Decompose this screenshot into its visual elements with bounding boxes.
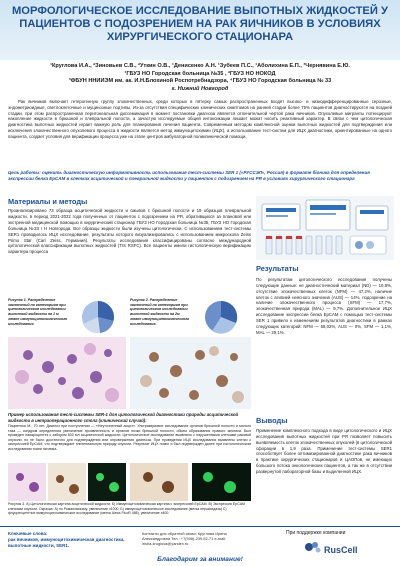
keywords-block: [8, 531, 138, 549]
introduction-text: Рак яичников включает гетерогенную группу злокачественных, среди которых в пятерку самых распространенных входят высоко- и низкодифференцированные серозные, эндометриоидные, светлоклеточные и муцинозные подтипы. Из-за отсутствия специфических клинических симптомов на ранней стадии более 75% пациентов диагностируются на поздней стадии, при этом распространенная перитонеальная диссеминация в момент постановки диагноза является отличительной чертой рака яичников. Опухолевые мигранты потенцируют накопление жидкости в брюшной и плевральной полости, а зачастую исследуемые общей интоксикации лишает можат носить реактивный характер. В связи с чем цитологическая диагностика выпотных жидкостей играет важную роль для планирования лечения пациента. Современным методом комплексной оценки выпотных жидкостей для подтверждения или исключения злокачественного опухолевого процесса в жидкости является метод иммуноцитохимии (ИЦХ), а использование тест-систем для ИЦХ диагностики, ориентированные на одного пациента, создает условия для верификации процесса уже на этапе центров амбулаторной поликлинической помощи.: [8, 99, 392, 139]
sponsor-label: При поддержке компании: [286, 530, 346, 536]
methods-text: Проанализировано 73 образца асцитической жидкости и смывов с брюшной полости и 19 образцов плевральной жидкости, в период 2021-2022 года полученных от пациенток с подозрением на РЯ, обративщихся за плановой или экстренной медицинской помощью в хирургический стационар ГБУЗ НО Городская больница №35, ГБУЗ НО Городская больница №33 г Н Новгорода. Все образцы жидкости были изучены цитологически. С использованием тест-системы SER1 проводилось ИЦХ исследование, результаты которого визуализировались с использованием микроскопа Zeiss Primo Star (Carl Zeiss, Германия). Результаты исследования классифицированы согласно международной цитологической классификации выпотных жидкостей (TIS RSFC). Все пациенты имели гистологическую верификацию характера процесса: [8, 208, 251, 255]
results-text: По результатам цитологического исследования получены следующие данные: не диагностический материал (ND) — 10,8%, отсутствие злокачественных клеток (NFM) — 47,2%, наличие клеток с атипией неясного значения (AUS) — 14%, подозрение на наличие злокачественного процесса (SFM) — 17,7%, злокачественная природа (MAL) — 9,7%. Дополнительное ИЦХ исследование экспрессии белка EpCAM с помощью тест-системы SER 1 привело к изменениям результатов диагностики в рамках следующих категорий: NFM — 58,02%, AUS — 0%, SFM — 1,1%, MAL — 29,1%.: [256, 277, 392, 335]
authors-block: [6, 63, 394, 93]
ruscell-logo-text: RusCell: [324, 545, 358, 555]
footer-divider: [0, 526, 400, 527]
keywords-text: рак яичников, иммуноцитохимическая диагностика, выпотные жидкости, SER1.: [8, 537, 125, 548]
thanks-line: Благодарим за внимание!: [157, 556, 243, 563]
example-caption: Пример использования тест-системы SER-1 для цитологической диагностики природы асцитической жидкости в интраоперационного стола (клинический случай):: [8, 412, 239, 423]
conclusions-text: Применение комплексного подхода в виде цитологического и ИЦХ исследования выпотных жидкостей при РЯ позволяет повысить выявляемость клеток злокачественных опухолей (в цитологической сфорации в 1,9 раза. Применение тест-системы SER1 способствует более оптимизированной диагностике рака яичников в практике хирургических стационаров и ЦАОПов, не имеющих большого потока онкологических пациентов, а так же в отсутствии развернутой лабораторной базы и выделенной ИЦХ.: [256, 428, 392, 474]
author-names: ¹Круглова И.А., ²Зиновьев С.В., ²Уткин О.В., ¹Денисенко А.Н. ¹Зубеев П.С., ¹Аболихина Е.П., ³Чернявина Е.Ю.: [50, 63, 350, 69]
example-text: Пациентка М., 70 лет. Диагноз при поступлении — «Неуточненный асцит». Ультразвуковое исследование органов брюшной полости и малого таза — синдром определения увеличение проявленность и органов почки брюшной полости, обьем образования правого яичника. Был проведен лапароцентез с забором 600 мл асцитической жидкости. Цитологическое исследование выявляло с нарушенными клетками раковой опухоли, но не было достаточно для подтверждения или опровержения диагноза. При проведении ИЦХ исследования выявлены клетки с экспрессией EpCAM, что подтверждает эпителиальную природу опухоли. Результат ИЦХ помог и был подтвержден далее при гистологическом исследовании ткани яичника.: [8, 424, 251, 451]
figure-1-pie: [70, 298, 126, 336]
micrograph-right: [130, 337, 251, 409]
affiliation-2: ³ФБУН ННИИЭМ им. ак. И.Н.Блохиной Роспотребнадзора, ⁴ГБУЗ НО Городская больница № 33: [68, 78, 332, 85]
figure-2-pie: [192, 298, 250, 336]
figure-3-image-strip-left: [8, 463, 126, 501]
figure-1-caption-box: [8, 298, 68, 336]
micrograph-left: [8, 337, 126, 409]
keywords-label: Ключевые слова:: [8, 531, 48, 536]
figure-2-caption: Рисунок 2. Распределение заключений по категориям при цитологическом исследовании выпотной жидкости на 2м этапе иммуноцитохимического исследования.: [130, 298, 190, 326]
conclusions-heading: Выводы: [256, 416, 288, 425]
goal-text: Цель работы: оценить диагностическую информативность использования тест-системы SER 1 («РУССЭЛ», Россия) в формате біоника для определения экспрессии белка EpCAM в клетках асцитической и плевральной жидкости у пациенток с подозрением на РЯ в условиях хирургического стационара: [8, 170, 370, 181]
methods-heading: Материалы и методы: [8, 197, 88, 206]
figure-3-image-strip-right: [130, 463, 251, 501]
affiliation-1: ¹ГБУЗ НО Городская больница №35 , ²ГБУЗ НО НОКОД: [124, 70, 276, 77]
figure-3-caption: Рисунок 3. А) Цитологическая картина асцитической жидкости. Б) Иммуноцитохимическая картина с экспрессией EpCAM. В) Экспрессия EpCAM клетками опухоли. Окраска: А) по Романовскому, увеличение х1000, Б) иммуноцитохимическое исследование (метка пероксидаза) С) флуоресцентное иммуноцитохимическое исследование (метка Alexa FluoR 488), увеличение х400.: [8, 502, 245, 515]
test-kit-image: [256, 196, 394, 260]
ruscell-logo-icon: [304, 540, 322, 554]
header-band: [0, 0, 400, 60]
figure-2-caption-box: [130, 298, 190, 336]
figure-1-caption: Рисунок 1. Распределение заключений по категориям при цитологическом исследовании выпотной жидкости на 1 м этапе иммуноцитохимического исследования.: [8, 298, 68, 326]
contacts-block: Контакты для обратной связи: Круглова Ирина Александровна Тел.: +7(908)-239-52-71 e-mail: irisha-kruglova@yandex.ru: [142, 531, 227, 546]
city: г. Нижний Новгород: [171, 85, 229, 92]
poster-title: МОРФОЛОГИЧЕСКОЕ ИССЛЕДОВАНИЕ ВЫПОТНЫХ ЖИДКОСТЕЙ У ПАЦИЕНТОВ С ПОДОЗРЕНИЕМ НА РАК ЯИЧНИКОВ В УСЛОВИЯХ ХИРУРГИЧЕСКОГО СТАЦИОНАРА: [11, 5, 388, 43]
results-heading: Результаты: [256, 264, 299, 273]
